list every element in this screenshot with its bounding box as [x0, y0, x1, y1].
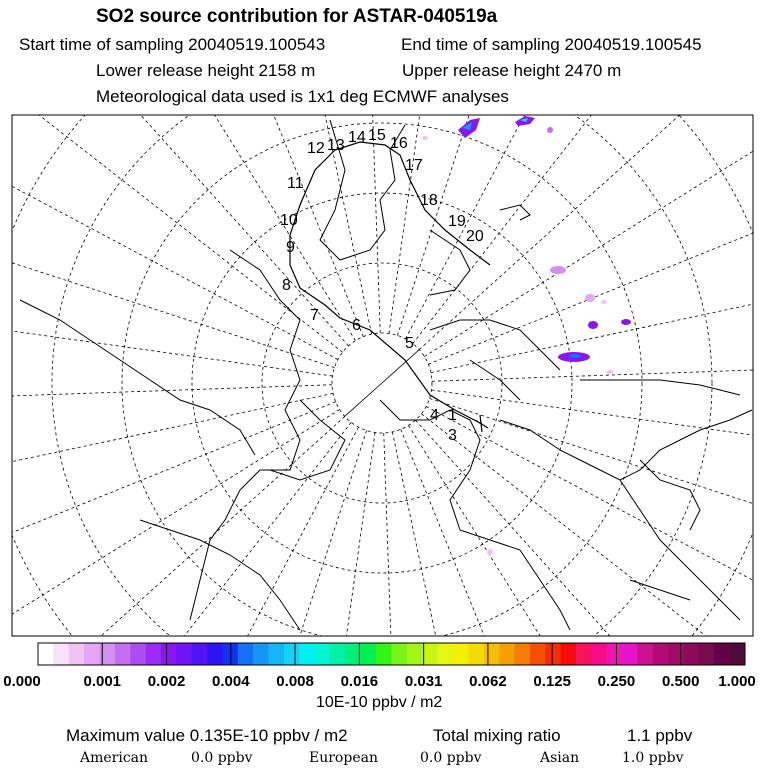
meridian-line: [0, 416, 345, 768]
colorbar-swatch: [730, 643, 746, 665]
colorbar-swatch: [422, 643, 438, 665]
colorbar-swatch: [684, 643, 700, 665]
colorbar-swatch: [330, 643, 346, 665]
lower-height-text: Lower release height 2158 m: [96, 61, 316, 80]
meridian-line: [0, 0, 349, 346]
trajectory-label: 8: [282, 277, 291, 294]
european-label: European: [309, 750, 378, 766]
colorbar-tick-label: 0.125: [533, 673, 571, 690]
plot-title: SO2 source contribution for ASTAR-040519a: [96, 6, 498, 27]
max-value: 0.135E-10 ppbv / m2: [189, 726, 348, 745]
meridian-line: [384, 433, 403, 768]
total-mixing-label: Total mixing ratio: [433, 726, 561, 745]
trajectory-label: 16: [390, 135, 408, 152]
colorbar-swatch: [69, 643, 85, 665]
colorbar-swatch: [361, 643, 377, 665]
colorbar-swatch: [622, 643, 638, 665]
trajectory-label: 19: [448, 213, 466, 230]
colorbar-swatch: [176, 643, 192, 665]
meridian-line: [0, 101, 338, 359]
trajectory-label: 12: [307, 140, 325, 157]
colorbar-swatch: [161, 643, 177, 665]
colorbar-unit: 10E-10 ppbv / m2: [316, 694, 443, 711]
colorbar-swatch: [453, 643, 469, 665]
meridian-line: [13, 422, 352, 768]
colorbar-tick-label: 0.250: [597, 673, 636, 690]
trajectory-label: 3: [448, 427, 457, 444]
colorbar-swatch: [499, 643, 515, 665]
colorbar-swatch: [376, 643, 392, 665]
trajectory-label: 6: [352, 317, 361, 334]
pole-line: [345, 350, 420, 417]
colorbar-swatch: [115, 643, 131, 665]
coastlines: [20, 120, 752, 630]
meridian-line: [401, 429, 607, 768]
american-label: American: [80, 750, 149, 766]
meridian-line: [431, 258, 768, 372]
trajectory-label: 11: [287, 175, 304, 192]
colorbar-swatch: [269, 643, 285, 665]
colorbar-swatch: [207, 643, 223, 665]
colorbar-swatch: [591, 643, 607, 665]
trajectory-labels: [280, 127, 484, 444]
meridian-line: [413, 0, 752, 344]
colorbar-swatch: [576, 643, 592, 665]
colorbar-tick-label: 1.000: [718, 673, 756, 690]
colorbar-swatch: [438, 643, 454, 665]
total-mixing-value: 1.1 ppbv: [627, 726, 693, 745]
trajectory-label: 4: [430, 407, 439, 424]
max-value-label: Maximum value: [66, 726, 186, 745]
trajectory-label: 14: [348, 129, 366, 146]
colorbar-swatch: [299, 643, 315, 665]
meridian-line: [0, 385, 332, 404]
trajectory-label: 15: [368, 127, 386, 144]
colorbar-swatch: [130, 643, 146, 665]
meridian-line: [397, 0, 567, 335]
colorbar-swatch: [637, 643, 653, 665]
colorbar-swatch: [222, 643, 238, 665]
trajectory-label: 9: [286, 239, 295, 256]
meridian-line: [298, 433, 375, 768]
trajectory-label: 17: [405, 157, 423, 174]
trajectory-label: 7: [310, 307, 319, 324]
colorbar-swatch: [514, 643, 530, 665]
colorbar-tick-label: 0.500: [661, 673, 700, 690]
american-value: 0.0 ppbv: [191, 750, 253, 766]
meridian-line: [389, 0, 466, 333]
trajectory-label: 20: [466, 228, 484, 245]
meridian-line: [421, 414, 768, 753]
colorbar-swatch: [345, 643, 361, 665]
meridian-line: [0, 393, 333, 507]
colorbar-swatch: [253, 643, 269, 665]
colorbar-swatch: [38, 643, 54, 665]
colorbar-swatch: [284, 643, 300, 665]
meridian-line: [197, 431, 367, 768]
meridian-line: [428, 158, 768, 364]
meridian-line: [405, 0, 663, 339]
colorbar-swatch: [714, 643, 730, 665]
trajectory-label: 5: [405, 335, 414, 352]
meridian-line: [0, 299, 332, 376]
european-value: 0.0 ppbv: [420, 750, 482, 766]
colorbar-tick-label: 0.001: [83, 673, 122, 690]
trajectory-label: 10: [280, 212, 298, 229]
trajectory-label: 13: [327, 137, 345, 154]
asian-label: Asian: [540, 750, 580, 766]
colorbar-swatch: [84, 643, 100, 665]
colorbar-swatch: [146, 643, 162, 665]
meridian-line: [361, 0, 380, 333]
colorbar-swatch: [484, 643, 500, 665]
meridian-line: [432, 362, 768, 381]
colorbar-tick-label: 0.008: [276, 673, 314, 690]
colorbar-tick-label: 0.062: [469, 673, 507, 690]
meridian-line: [64, 0, 355, 341]
colorbar-tick-label: 0.000: [3, 673, 41, 690]
colorbar-swatch: [699, 643, 715, 665]
colorbar-tick-label: 0.002: [147, 673, 186, 690]
colorbar: [38, 643, 745, 665]
colorbar-swatch: [53, 643, 69, 665]
asian-value: 1.0 ppbv: [622, 750, 684, 766]
colorbar-tick-label: 0.031: [404, 673, 443, 690]
concentration-field: [422, 116, 631, 555]
trajectory-label: 18: [420, 192, 438, 209]
meridian-line: [100, 427, 358, 768]
colorbar-tick-label: 0.004: [212, 673, 250, 690]
colorbar-swatch: [653, 643, 669, 665]
max-value-text: [66, 726, 348, 746]
trajectory-label: 1: [448, 407, 457, 424]
colorbar-swatch: [238, 643, 254, 665]
met-data-text: Meteorological data used is 1x1 deg ECMWF analyses: [96, 87, 509, 106]
colorbar-swatch: [607, 643, 623, 665]
colorbar-swatch: [561, 643, 577, 665]
colorbar-swatch: [192, 643, 208, 665]
trajectory: [290, 142, 490, 432]
colorbar-swatch: [392, 643, 408, 665]
meridian-line: [0, 402, 336, 608]
colorbar-swatch: [530, 643, 546, 665]
end-sampling-text: End time of sampling 20040519.100545: [401, 35, 702, 54]
colorbar-swatch: [315, 643, 331, 665]
start-sampling-text: Start time of sampling 20040519.100543: [19, 35, 326, 54]
colorbar-tick-label: 0.016: [340, 673, 379, 690]
meridian-line: [157, 0, 363, 337]
colorbar-swatch: [668, 643, 684, 665]
colorbar-swatch: [545, 643, 561, 665]
colorbar-swatch: [468, 643, 484, 665]
meridian-line: [424, 65, 768, 356]
upper-height-text: Upper release height 2470 m: [402, 61, 622, 80]
colorbar-swatch: [407, 643, 423, 665]
